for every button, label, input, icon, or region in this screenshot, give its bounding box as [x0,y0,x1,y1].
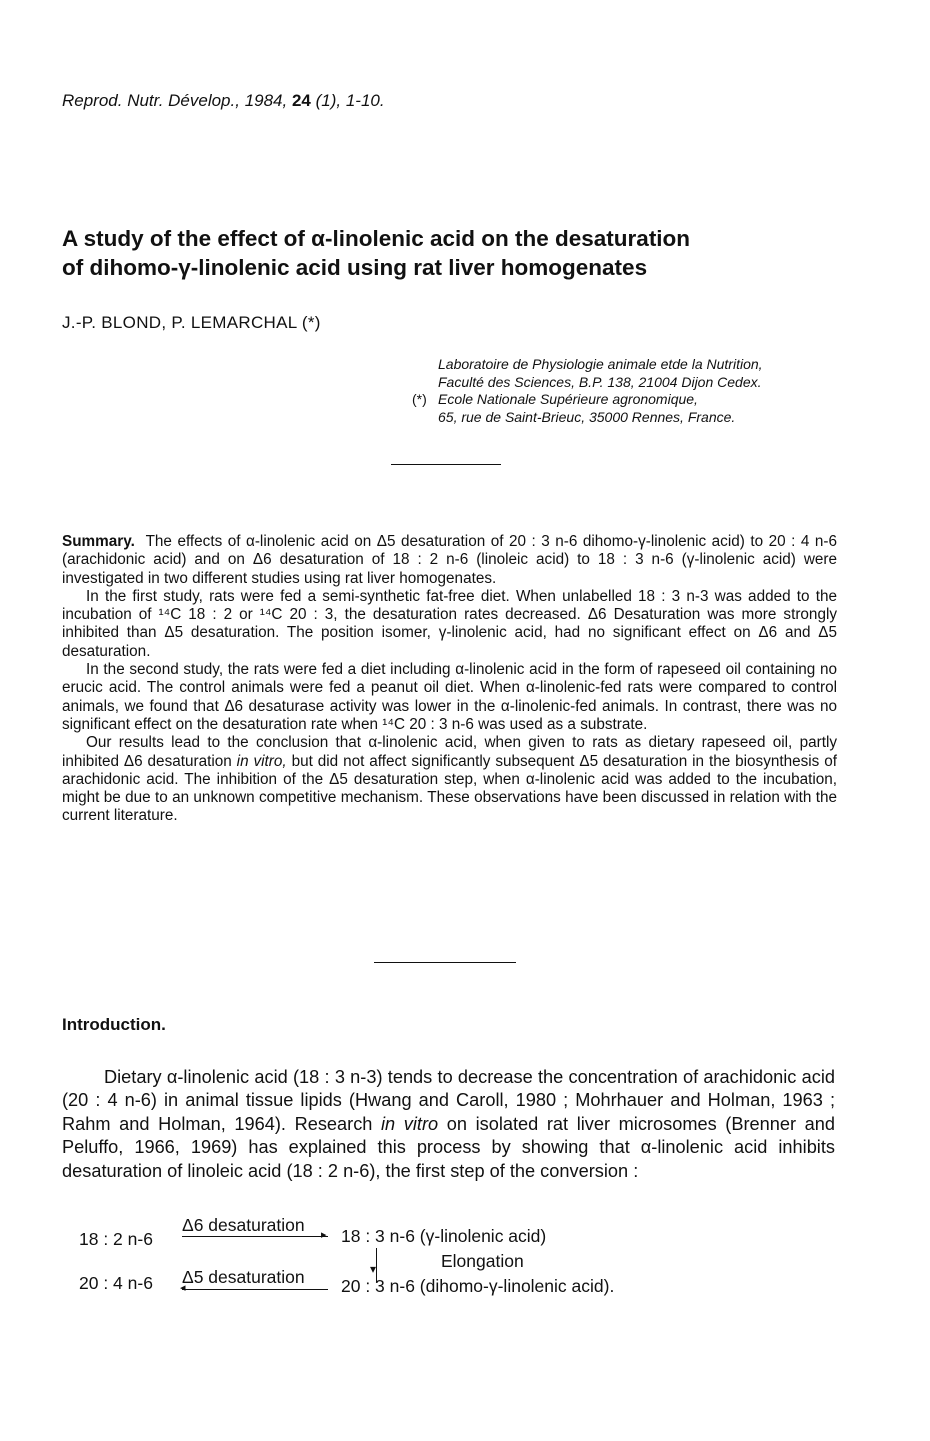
introduction-text-a: Dietary α-linolenic acid (18 : 3 n-3) tends to decrease the concentration of arachidonic acid (20 : 4 n-6) in animal tissue lipids (Hwang and Caroll, 1980 ; Mohrhauer and Holman, 1963 ; Rahm and Holman, 1964). Research [62,1067,835,1134]
separator-rule-2 [374,962,516,963]
introduction-heading: Introduction. [62,1015,166,1034]
scheme-row1-enzyme: Δ6 desaturation [182,1215,305,1235]
scheme-row1-arrow-line [182,1236,328,1237]
summary-text-4b: but did not affect significantly subsequent Δ5 desaturation in the biosynthesis of arachidonic acid. The inhibition of the Δ5 desaturation step, when α-linolenic acid was added to the incubation, might be due to an unknown competitive mechanism. These observations have been discussed in relation with the current literature. [62,752,837,825]
affiliation-marker: (*) [412,391,427,407]
introduction-paragraph [62,1066,835,1183]
summary [62,533,837,826]
scheme-row2-arrowhead-icon: ◂ [180,1282,186,1294]
introduction-text-italic: in vitro [381,1113,439,1134]
scheme-row2-substrate: 20 : 3 n-6 (dihomo-γ-linolenic acid). [341,1276,615,1296]
affiliation-line-3: Ecole Nationale Supérieure agronomique, [438,391,698,407]
summary-text-4-italic: in vitro, [236,752,287,770]
affiliation-footnote [412,391,763,409]
title-line-2: of dihomo-γ-linolenic acid using rat liver homogenates [62,255,648,280]
introduction-text-b: on isolated rat liver microsomes (Brenner and Peluffo, 1966, 1969) has explained this process by showing that α-linolenic acid inhibits desaturation of linoleic acid (18 : 2 n-6), the first step of the conversion : [62,1113,835,1181]
summary-paragraph-2: In the first study, rats were fed a semi-synthetic fat-free diet. When unlabelled 18 : 3 n-3 was added to the incubation of ¹⁴C 18 : 2 or ¹⁴C 20 : 3, the desaturation rates decreased. Δ6 Desaturation was more strongly inhibited than Δ5 desaturation. The position isomer, γ-linolenic acid, had no significant effect on Δ6 and Δ5 desaturation. [62,587,837,660]
affiliation [412,356,763,426]
summary-text-1: The effects of α-linolenic acid on Δ5 desaturation of 20 : 3 n-6 dihomo-γ-linolenic acid) to 20 : 4 n-6 (arachidonic acid) and on Δ6 desaturation of 18 : 2 n-6 (linoleic acid) to 18 : 3 n-6 (γ-linolenic acid) were investigated in two different studies using rat liver homogenates. [62,533,837,587]
introduction-body [62,1066,835,1183]
summary-paragraph-3: In the second study, the rats were fed a diet including α-linolenic acid in the form of rapeseed oil containing no erucic acid. The control animals were fed a peanut oil diet. When α-linolenic-fed rats were compared to control animals, we found that Δ6 desaturase activity was lower in the α-linolenic-fed animals. In contrast, there was no significant effect on the desaturation rate when ¹⁴C 20 : 3 n-6 was used as a substrate. [62,661,837,733]
summary-heading: Summary. [62,533,135,550]
summary-text-4a: Our results lead to the conclusion that α-linolenic acid, when given to rats as dietary rapeseed oil, partly inhibited Δ6 desaturation [62,734,837,770]
scheme-row2-arrow-line [182,1289,328,1290]
scheme-row1-arrowhead-icon: ▸ [321,1229,327,1241]
affiliation-line-2: Faculté des Sciences, B.P. 138, 21004 Dijon Cedex. [438,373,762,390]
scheme-row2-enzyme: Δ5 desaturation [182,1267,305,1287]
article-title [62,224,862,282]
journal-name: Reprod. Nutr. Dévelop., [62,91,240,110]
scheme-row1-substrate: 18 : 2 n-6 [79,1229,153,1249]
journal-year: 1984, [244,91,288,110]
scheme-elongation-arrowhead-icon: ▾ [370,1262,377,1276]
scheme-row1-product: 18 : 3 n-6 (γ-linolenic acid) [341,1226,547,1246]
scheme-elongation-label: Elongation [441,1251,524,1271]
summary-paragraph-4 [62,734,837,825]
affiliation-line-1: Laboratoire de Physiologie animale etde la Nutrition, [438,356,763,372]
summary-paragraph-1 [62,533,837,588]
separator-rule-1 [391,464,501,465]
scheme-row2-product: 20 : 4 n-6 [79,1273,153,1293]
affiliation-line-4: 65, rue de Saint-Brieuc, 35000 Rennes, France. [438,408,736,425]
authors: J.-P. BLOND, P. LEMARCHAL (*) [62,313,321,332]
journal-issue-pages: (1), 1-10. [315,91,385,110]
title-line-1: A study of the effect of α-linolenic acid on the desaturation [62,226,691,251]
journal-citation [62,91,385,111]
journal-volume: 24 [291,91,311,110]
